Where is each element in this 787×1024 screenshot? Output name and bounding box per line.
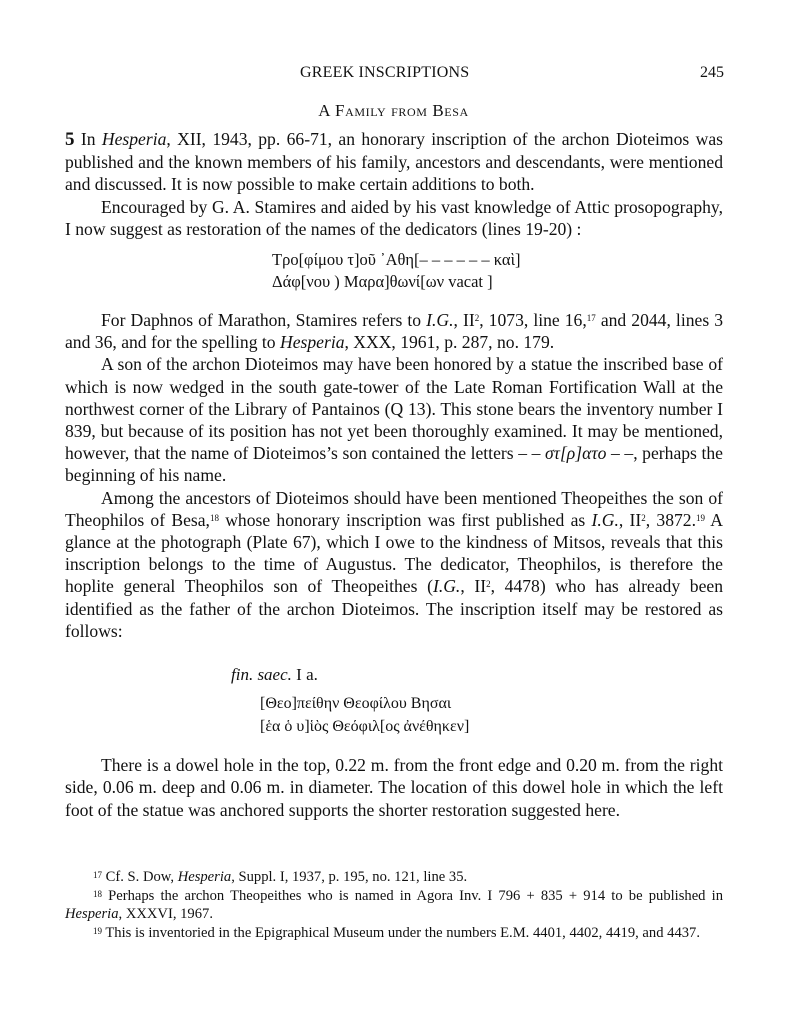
text-run: Among the ancestors of Dioteimos should have been mentioned Theopeithes the son of Theophilos of Besa, (65, 487, 723, 530)
text-run: Cf. S. Dow, (102, 869, 178, 885)
text-run: , XII, 1943, pp. 66-71, an honorary inscription of the archon Dioteimos was published and the known members of his family, ancestors and descendants, were mentioned and discussed. It is now possible to make certain additions to both. (65, 129, 723, 195)
paragraph-3 (65, 309, 723, 353)
text-run: A son of the archon Dioteimos may have been honored by a statue the inscribed base of which is now wedged in the south gate-tower of the Late Roman Fortification Wall at the northwest corner of the Library of Pantainos (Q 13). This stone bears the inventory number I 839, but because of its position has not yet been thoroughly examined. It may be mentioned, however, that the name of Dioteimos’s son contained the letters (65, 354, 723, 464)
journal-title: Hesperia (65, 906, 119, 923)
citation-ig: I.G. (432, 576, 461, 597)
text-run: , II (460, 576, 487, 597)
text-run: , XXX, 1961, p. 287, no. 179. (344, 332, 555, 353)
text-run: whose honorary inscription was first published as (218, 509, 592, 530)
running-head: GREEK INSCRIPTIONS (300, 64, 470, 81)
text-run: and 2044, lines 3 and 36, and for the spelling to (65, 310, 724, 353)
inscription-2-line-2: [ἑα ὁ υ]ἱὸς Θεόφιλ[ος ἀνέθηκεν] (260, 718, 470, 736)
footnote-17 (65, 868, 723, 887)
section-title: A Family from Besa (318, 101, 469, 120)
footnote-18 (65, 887, 723, 924)
footnote-number: 19 (93, 925, 102, 936)
footnote-ref[interactable]: 17 (586, 313, 596, 324)
footnote-ref[interactable]: 18 (209, 512, 219, 523)
paragraph-2: Encouraged by G. A. Stamires and aided by his vast knowledge of Attic prosopography, I now suggest as restoration of the names of the dedicators (lines 19-20) : (65, 196, 723, 239)
footnote-19 (65, 924, 723, 943)
footnotes (65, 868, 723, 942)
paragraph-4 (65, 353, 723, 486)
journal-title: Hesperia (101, 129, 167, 149)
citation-ig: I.G. (591, 509, 619, 530)
superscript: 2 (474, 313, 480, 324)
text-run: A glance at the photograph (Plate 67), which I owe to the kindness of Mitsos, reveals that this inscription belongs to the time of Augustus. The dedicator, Theophilos, is therefore the hoplite general Theophilos son of Theopeithes ( (65, 509, 723, 597)
section-number: 5 (65, 129, 75, 150)
journal-title: Hesperia (280, 332, 345, 353)
inscription-2 (260, 692, 723, 738)
paragraph-5 (65, 487, 723, 642)
inscription-2-line-1: [Θεο]πείθην Θεοφίλου Βησαι (260, 695, 452, 713)
text-run: , Suppl. I, 1937, p. 195, no. 121, line 35. (231, 869, 468, 885)
text-run: In (74, 129, 102, 149)
text-run: , II (453, 310, 475, 331)
text-run: , 1073, line 16, (479, 310, 587, 331)
text-run: This is inventoried in the Epigraphical Museum under the numbers E.M. 4401, 4402, 4419, and 4437. (102, 924, 700, 941)
date-note-text: I a. (291, 665, 318, 685)
inscription-1 (272, 249, 723, 293)
footnote-number: 18 (93, 888, 102, 899)
date-note (231, 664, 723, 686)
citation-ig: I.G. (426, 310, 454, 331)
text-run: , perhaps the beginning of his name. (65, 443, 723, 486)
superscript: 2 (486, 579, 491, 590)
footnote-ref[interactable]: 19 (696, 512, 705, 523)
date-note-italic: fin. saec. (231, 665, 292, 685)
paragraph-1 (65, 128, 723, 196)
text-run: , XXXVI, 1967. (118, 906, 213, 923)
text-run: Perhaps the archon Theopeithes who is named in Agora Inv. I 796 + 835 + 914 to be published in (102, 887, 723, 904)
text-run: , 3872. (645, 509, 696, 530)
paragraph-6: There is a dowel hole in the top, 0.22 m. from the front edge and 0.20 m. from the right side, 0.06 m. deep and 0.06 m. in diameter. The location of this dowel hole in which the left foot of the statue was anchored supports the shorter restoration suggested here. (65, 755, 723, 820)
inscription-1-line-2: Δάφ[νου ) Μαρα]θωνί[ων vacat ] (272, 272, 493, 292)
article-body (65, 128, 723, 821)
inscription-1-line-1: Τρο[φίμου τ]οῦ ᾿Αθη[– – – – – – καὶ] (272, 250, 521, 270)
journal-title: Hesperia (177, 869, 232, 885)
text-run: , II (618, 509, 642, 530)
page-number: 245 (700, 64, 724, 81)
greek-letters: – – στ[ρ]ατο – – (518, 443, 634, 464)
text-run: For Daphnos of Marathon, Stamires refers to (101, 310, 427, 331)
footnote-number: 17 (93, 870, 102, 880)
superscript: 2 (641, 512, 646, 523)
text-run: , 4478) who has already been identified as the father of the archon Dioteimos. The inscription itself may be restored as follows: (65, 576, 724, 641)
